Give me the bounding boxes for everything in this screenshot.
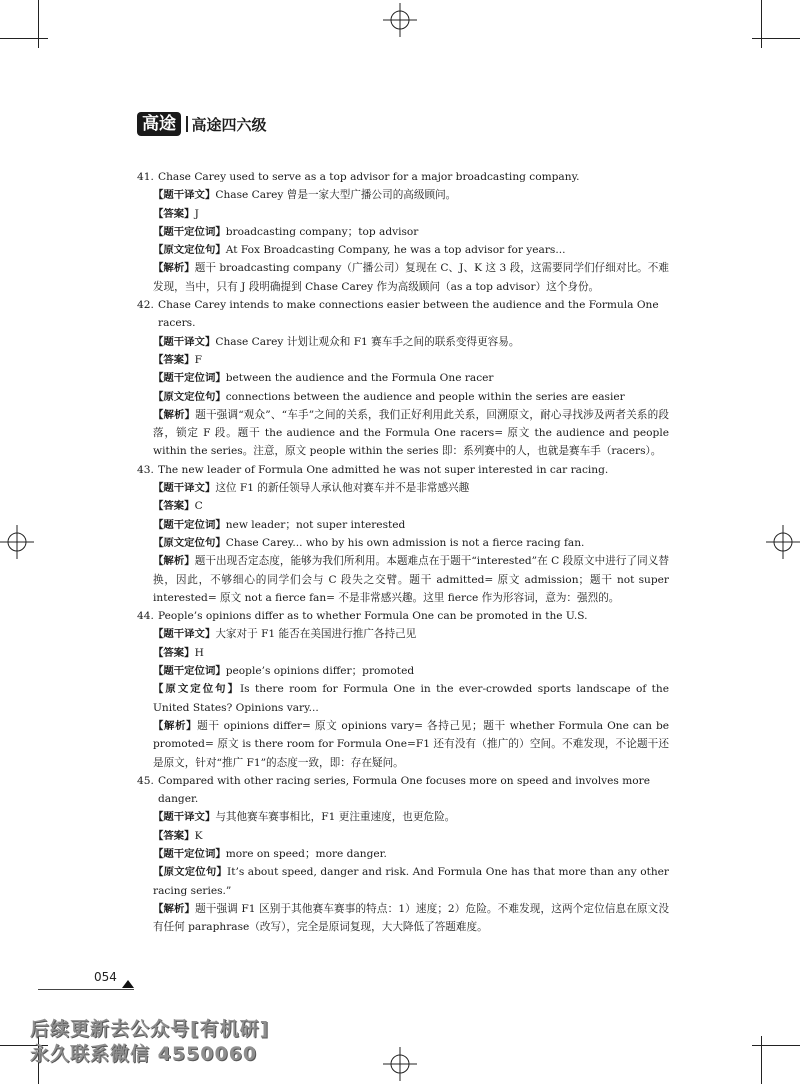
item-text: Chase Carey 曾是一家大型广播公司的高级顾问。	[215, 189, 457, 202]
brand-divider	[186, 116, 188, 132]
item-text: K	[194, 829, 203, 842]
analysis-item	[153, 662, 669, 680]
item-label: 【答案】	[153, 500, 195, 513]
item-text: broadcasting company；top advisor	[225, 225, 419, 238]
item-text: connections between the audience and people within the series are easier	[225, 390, 625, 403]
question-number: 43.	[137, 463, 154, 476]
item-text: It’s about speed, danger and risk. And Formula One has that more than any other racing series.”	[153, 866, 669, 897]
item-text: 题干强调“观众”、“车手”之间的关系，我们正好利用此关系，回溯原文，耐心寻找涉及两者关系的段落，锁定 F 段。题干 the audience and the Formula One racers= 原文 the audience and people within the series。注意，原文 people within the series 即：系列赛中的人，也就是赛车手（racers）。	[153, 408, 669, 458]
item-label: 【解析】	[153, 555, 195, 568]
question-stem: People’s opinions differ as to whether Formula One can be promoted in the U.S.	[158, 610, 588, 623]
question-stem: Compared with other racing series, Formula One focuses more on speed and involves more danger.	[158, 774, 650, 806]
item-text: H	[194, 646, 204, 659]
question-stem: Chase Carey used to serve as a top advisor for a major broadcasting company.	[158, 171, 580, 183]
registration-mark-top	[383, 3, 417, 37]
page-marker-icon	[122, 980, 134, 988]
item-label: 【题干译文】	[153, 335, 216, 348]
analysis-item	[153, 717, 669, 772]
item-text: 题干 opinions differ= 原文 opinions vary= 各持己见；题干 whether Formula One can be promoted= 原文 is there room for Formula One=F1 还有没有（推广的）空间。不难发现，不论题干还是原文，针对“推广 F1”的态度一致，即：存在疑问。	[153, 719, 670, 769]
footer-rule	[38, 989, 134, 990]
item-text: 大家对于 F1 能否在美国进行推广各持己见	[215, 628, 417, 641]
item-text: 这位 F1 的新任领导人承认他对赛车并不是非常感兴趣	[215, 482, 470, 495]
item-text: more on speed；more danger.	[225, 847, 387, 860]
item-label: 【题干定位词】	[153, 665, 226, 678]
brand-header	[137, 112, 267, 136]
item-label: 【题干定位词】	[153, 847, 226, 860]
analysis-item	[153, 406, 669, 461]
analysis-item	[153, 863, 669, 900]
item-label: 【原文定位句】	[153, 683, 240, 696]
item-label: 【题干定位词】	[153, 518, 226, 531]
analysis-item	[153, 388, 669, 406]
item-text: At Fox Broadcasting Company, he was a top advisor for years...	[225, 244, 566, 257]
analysis-item	[153, 351, 669, 369]
analysis-item	[153, 625, 669, 643]
item-label: 【题干译文】	[153, 482, 216, 495]
brand-name: 高途四六级	[191, 115, 267, 134]
analysis-item	[153, 808, 669, 826]
question-block	[137, 168, 669, 296]
analysis-item	[153, 680, 669, 717]
registration-mark-bottom	[383, 1047, 417, 1081]
item-text: F	[194, 353, 202, 366]
item-label: 【原文定位句】	[153, 866, 228, 879]
item-label: 【题干译文】	[153, 628, 216, 641]
registration-mark-right	[766, 525, 800, 559]
question-stem: Chase Carey intends to make connections easier between the audience and the Formula One racers.	[158, 299, 659, 330]
item-label: 【原文定位句】	[153, 244, 226, 257]
item-label: 【答案】	[153, 353, 195, 366]
analysis-item	[153, 644, 669, 662]
item-text: between the audience and the Formula One racer	[225, 372, 494, 385]
item-label: 【题干译文】	[153, 189, 216, 202]
crop-mark	[761, 0, 762, 48]
item-label: 【解析】	[153, 262, 195, 275]
question-number: 41.	[137, 171, 154, 183]
item-text: 题干出现否定态度，能够为我们所利用。本题难点在于题干“interested”在 C 段原文中进行了同义替换，因此，不够细心的同学们会与 C 段失之交臂。题干 admitted= 原文 admission；题干 not super interested= 原文 not a fierce fan= 不是非常感兴趣。这里 fierce 作为形容词，意为：强烈的。	[153, 555, 670, 604]
item-label: 【原文定位句】	[153, 390, 226, 403]
item-text: Is there room for Formula One in the ever-crowded sports landscape of the United States? Opinions vary...	[153, 683, 669, 714]
question-number: 44.	[137, 610, 154, 623]
analysis-item	[153, 479, 669, 497]
crop-mark	[761, 1036, 762, 1084]
item-text: J	[194, 207, 199, 220]
analysis-item	[153, 534, 669, 552]
analysis-item	[153, 497, 669, 515]
question-number: 42.	[137, 299, 154, 312]
item-text: Chase Carey 计划让观众和 F1 赛车手之间的联系变得更容易。	[215, 335, 520, 348]
registration-mark-left	[0, 525, 34, 559]
item-label: 【原文定位句】	[153, 536, 226, 549]
analysis-item	[153, 223, 669, 241]
analysis-item	[153, 552, 669, 607]
item-label: 【答案】	[153, 207, 195, 220]
analysis-item	[153, 369, 669, 387]
analysis-item	[153, 900, 669, 937]
analysis-item	[153, 845, 669, 863]
item-label: 【题干定位词】	[153, 372, 226, 385]
item-text: 题干强调 F1 区别于其他赛车赛事的特点：1）速度；2）危险。不难发现，这两个定位信息在原文没有任何 paraphrase（改写），完全是原词复现，大大降低了答题难度。	[153, 902, 669, 934]
analysis-item	[153, 186, 669, 204]
crop-mark	[38, 0, 39, 48]
item-text: people’s opinions differ；promoted	[225, 665, 415, 678]
analysis-item	[153, 333, 669, 351]
crop-mark	[752, 38, 800, 39]
question-block	[137, 772, 669, 937]
watermark-line-1: 后续更新去公众号[有机研]	[30, 1018, 270, 1040]
watermark	[30, 1017, 269, 1067]
item-label: 【题干译文】	[153, 811, 216, 824]
item-label: 【解析】	[153, 408, 196, 421]
item-label: 【题干定位词】	[153, 225, 226, 238]
question-block	[137, 607, 669, 772]
item-text: C	[194, 500, 203, 513]
analysis-item	[153, 241, 669, 259]
crop-mark	[0, 38, 48, 39]
page-number: 054	[94, 970, 117, 984]
question-block	[137, 461, 669, 607]
question-number: 45.	[137, 774, 154, 787]
analysis-item	[153, 827, 669, 845]
question-stem: The new leader of Formula One admitted he was not super interested in car racing.	[158, 463, 609, 476]
watermark-line-2: 永久联系微信 4550060	[30, 1043, 258, 1065]
item-text: 与其他赛车赛事相比，F1 更注重速度，也更危险。	[215, 811, 456, 824]
item-text: 题干 broadcasting company（广播公司）复现在 C、J、K 这 3 段，这需要同学们仔细对比。不难发现，当中，只有 J 段明确提到 Chase Carey 作为高级顾问（as a top advisor）这个身份。	[153, 262, 670, 293]
item-label: 【解析】	[153, 902, 196, 915]
analysis-item	[153, 205, 669, 223]
item-text: Chase Carey... who by his own admission is not a fierce racing fan.	[225, 536, 585, 549]
crop-mark	[752, 1045, 800, 1046]
question-block	[137, 296, 669, 461]
question-list	[137, 168, 669, 936]
item-text: new leader；not super interested	[225, 518, 406, 531]
analysis-item	[153, 259, 669, 296]
item-label: 【答案】	[153, 646, 195, 659]
item-label: 【解析】	[153, 719, 198, 732]
analysis-item	[153, 516, 669, 534]
brand-logo: 高途	[137, 112, 181, 136]
item-label: 【答案】	[153, 829, 195, 842]
